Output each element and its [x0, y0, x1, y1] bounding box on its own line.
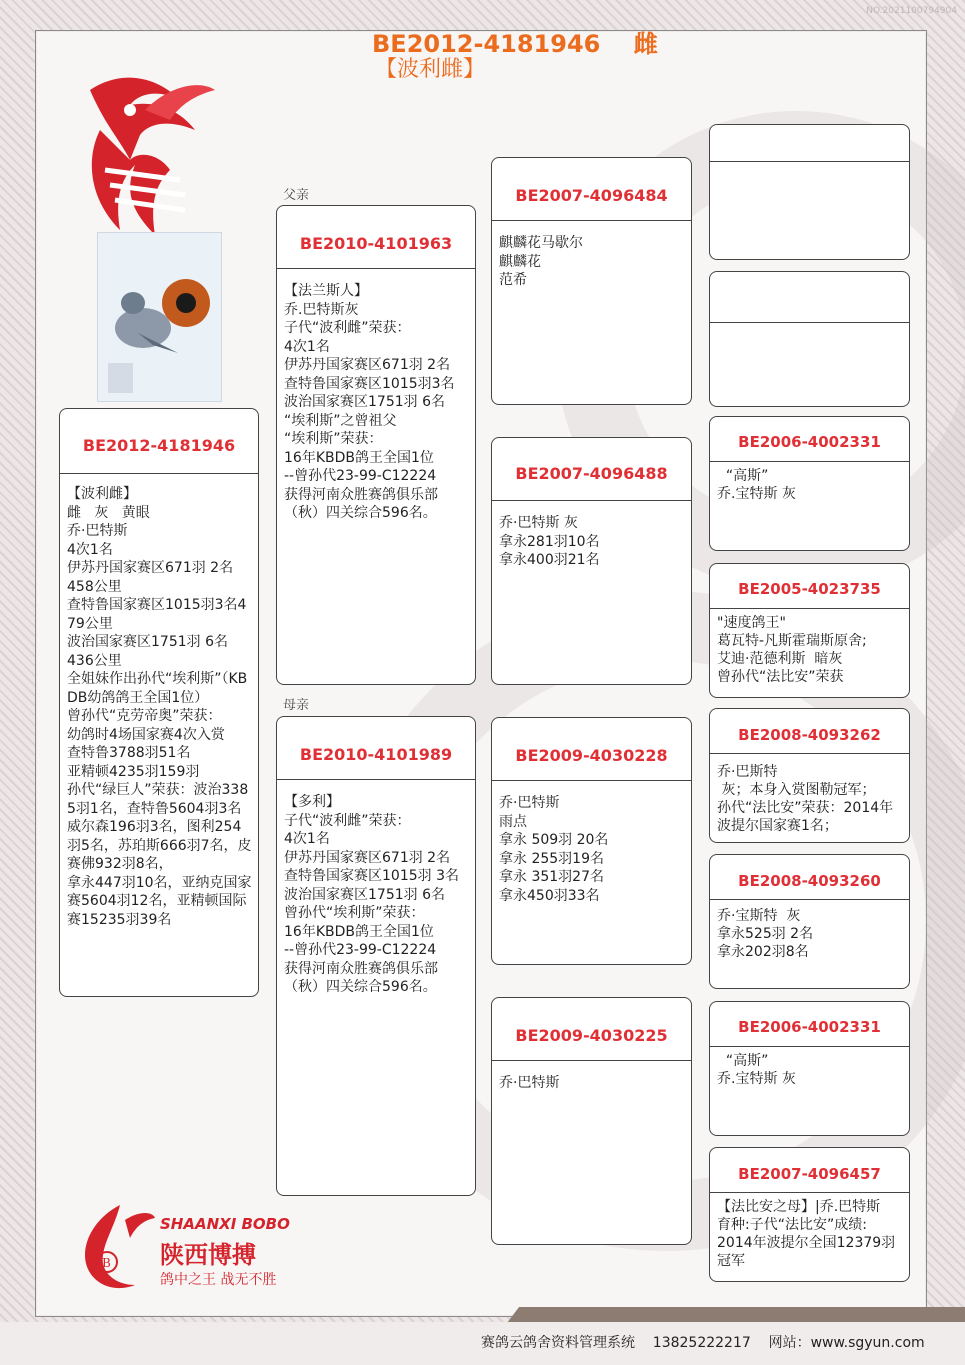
- grandparent-ring-number: BE2007-4096484: [515, 186, 668, 205]
- grandparent-details: 麒麟花马歇尔 麒麟花 范希: [499, 235, 583, 288]
- grandparent-details: 乔·巴特斯 雨点 拿永 509羽 20名 拿永 255羽19名 拿永 351羽27名 拿永450羽33名: [499, 795, 609, 904]
- great-grandparent-card[interactable]: [709, 563, 910, 698]
- grandparent-details: 乔·巴特斯: [499, 1075, 560, 1091]
- father-label: 父亲: [283, 188, 310, 203]
- father-card[interactable]: [276, 205, 476, 685]
- pigeon-name: 【波利雌】: [375, 57, 486, 82]
- subject-ring-number: BE2012-4181946: [82, 436, 236, 455]
- divider: [710, 1192, 909, 1193]
- divider: [492, 500, 691, 501]
- great-grandparent-card[interactable]: [709, 124, 910, 260]
- divider: [492, 780, 691, 781]
- divider: [492, 1060, 691, 1061]
- great-grandparent-card[interactable]: [709, 708, 910, 843]
- mother-details: 【多利】 子代“波利雌”荣获： 4次1名 伊苏丹国家赛区671羽 2名 查特鲁国家赛区1015羽 3名 波治国家赛区1751羽 6名 曾孙代“埃利斯”荣获： 16年KBDB鸽王全国1位 --曾孙代23-99-C12224 获得河南众胜赛鸽俱乐部（秋）四关综合596名。: [284, 794, 459, 995]
- pigeon-photo: [97, 232, 222, 402]
- mother-label: 母亲: [283, 698, 310, 713]
- father-details: 【法兰斯人】 乔.巴特斯灰 子代“波利雌”荣获： 4次1名 伊苏丹国家赛区671羽 2名 查特鲁国家赛区1015羽3名 波治国家赛区1751羽 6名 “埃利斯”之曾祖父 “埃利斯”荣获： 16年KBDB鸽王全国1位 --曾孙代23-99-C12224 获得河南众胜赛鸽俱乐部（秋）四关综合596名。: [284, 283, 455, 521]
- grandparent-ring-number: BE2007-4096488: [515, 464, 668, 483]
- grandparent-details: 乔·巴特斯 灰 拿永281羽10名 拿永400羽21名: [499, 515, 600, 568]
- great-grandparent-card[interactable]: [709, 416, 910, 551]
- great-grandparent-details: “高斯” 乔.宝特斯 灰: [717, 1053, 796, 1087]
- great-grandparent-details: 乔·宝斯特 灰 拿永525羽 2名 拿永202羽8名: [717, 908, 814, 960]
- pigeon-image: [98, 233, 221, 401]
- grandparent-card[interactable]: [491, 437, 692, 685]
- divider: [710, 161, 909, 162]
- grandparent-ring-number: BE2009-4030228: [515, 746, 668, 765]
- great-grandparent-ring-number: BE2005-4023735: [738, 580, 881, 598]
- brand-bird-icon: [65, 1200, 155, 1295]
- brand-chinese-name: 陕西博搏: [160, 1241, 256, 1269]
- grandparent-card[interactable]: [491, 997, 692, 1245]
- brand-block: [65, 1195, 305, 1295]
- subject-card[interactable]: [59, 408, 259, 997]
- great-grandparent-ring-number: BE2007-4096457: [738, 1165, 881, 1183]
- great-grandparent-details: 乔·巴斯特 灰；本身入赏图勒冠军； 孙代“法比安”荣获：2014年波提尔国家赛1名；: [717, 764, 894, 834]
- brand-english-name: SHAANXI BOBO: [160, 1215, 290, 1233]
- page-title: BE2012-4181946 雌: [372, 30, 658, 58]
- great-grandparent-card[interactable]: [709, 1147, 910, 1282]
- divider: [710, 461, 909, 462]
- great-grandparent-details: 【法比安之母】|乔.巴特斯 育种:子代“法比安”成绩: 2014年波提尔全国12379羽冠军: [717, 1199, 896, 1269]
- great-grandparent-ring-number: BE2008-4093260: [738, 872, 881, 890]
- great-grandparent-card[interactable]: [709, 854, 910, 989]
- father-ring-number: BE2010-4101963: [299, 234, 453, 253]
- divider: [710, 899, 909, 900]
- great-grandparent-ring-number: BE2006-4002331: [738, 433, 881, 451]
- divider: [710, 322, 909, 323]
- mother-card[interactable]: [276, 716, 476, 1196]
- divider: [277, 779, 475, 780]
- divider: [60, 473, 258, 474]
- phoenix-logo-icon: [60, 70, 220, 240]
- svg-text:B: B: [102, 1256, 111, 1270]
- grandparent-card[interactable]: [491, 157, 692, 405]
- divider: [710, 753, 909, 754]
- footer-text: 赛鸽云鸽舍资料管理系统 13825222217 网站：www.sgyun.com: [481, 1335, 925, 1351]
- divider: [710, 608, 909, 609]
- grandparent-ring-number: BE2009-4030225: [515, 1026, 668, 1045]
- subject-details: 【波利雌】 雌 灰 黄眼 乔·巴特斯 4次1名 伊苏丹国家赛区671羽 2名 458公里 查特鲁国家赛区1015羽3名479公里 波治国家赛区1751羽 6名 436公里 全姐妹作出孙代“埃利斯”（KBDB幼鸽鸽王全国1位） 曾孙代“克劳帝奥”荣获： 幼鸽时4场国家赛4次入赏 查特鲁3788羽51名 亚精顿4235羽159羽 孙代“绿巨人”荣获：波治3385羽1名，查特鲁5604羽3名 威尔森196羽3名，图利254羽5名，苏珀斯666羽7名，皮赛佛932羽8名， 拿永447羽10名，亚纳克国家赛5604羽12名，亚精顿国际赛15235羽39名: [67, 486, 252, 928]
- great-grandparent-card[interactable]: [709, 1001, 910, 1136]
- divider: [492, 220, 691, 221]
- document-number: NO.2021100794904: [866, 6, 957, 16]
- divider: [277, 268, 475, 269]
- great-grandparent-details: "速度鸽王" 葛瓦特-凡斯霍瑞斯原舍; 艾迪·范德利斯 暗灰 曾孙代“法比安”荣获: [717, 615, 867, 685]
- great-grandparent-ring-number: BE2008-4093262: [738, 726, 881, 744]
- divider: [710, 1046, 909, 1047]
- great-grandparent-details: “高斯” 乔.宝特斯 灰: [717, 468, 796, 502]
- brand-slogan: 鸽中之王 战无不胜: [160, 1272, 277, 1288]
- great-grandparent-card[interactable]: [709, 271, 910, 407]
- mother-ring-number: BE2010-4101989: [299, 745, 453, 764]
- grandparent-card[interactable]: [491, 717, 692, 965]
- great-grandparent-ring-number: BE2006-4002331: [738, 1018, 881, 1036]
